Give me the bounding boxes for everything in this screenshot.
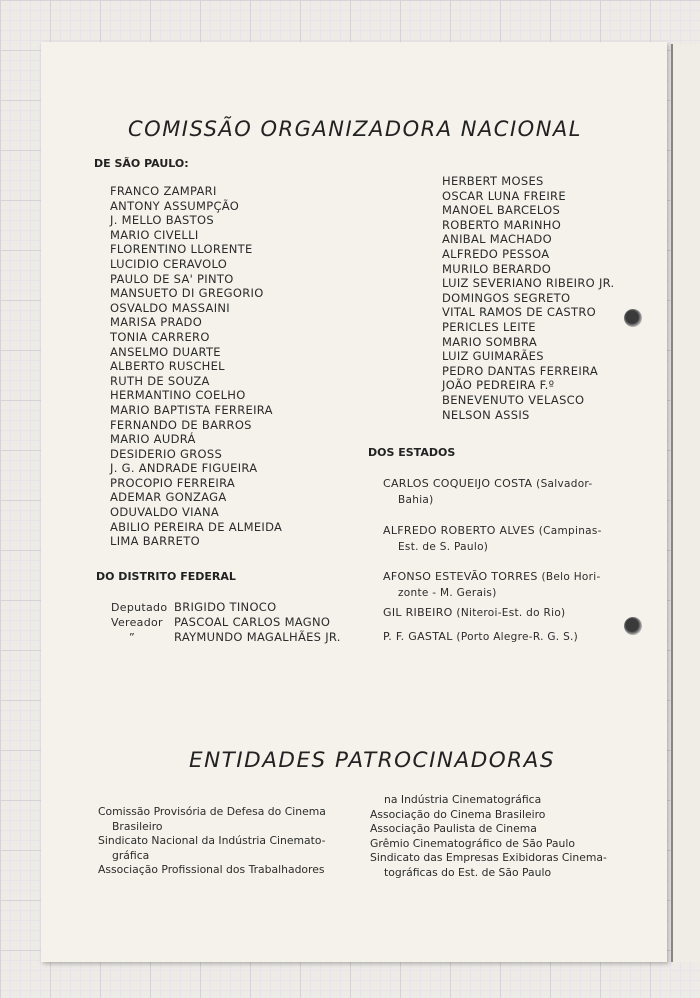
member-name: ABILIO PEREIRA DE ALMEIDA — [110, 519, 283, 534]
member-name: NELSON ASSIS — [442, 407, 530, 422]
member-name: ANIBAL MACHADO — [442, 232, 552, 247]
member-name: FLORENTINO LLORENTE — [110, 242, 253, 257]
member-name: ANTONY ASSUMPÇÃO — [110, 198, 240, 213]
member-name: JOÃO PEDREIRA F.º — [442, 378, 555, 393]
member-name: ADEMAR GONZAGA — [110, 490, 227, 505]
sao-paulo-members — [110, 184, 282, 549]
adjacent-page-edge — [671, 44, 700, 962]
member-name: MARIO CIVELLI — [110, 227, 199, 242]
member-name: MURILO BERARDO — [442, 261, 552, 276]
member-name: LUIZ SEVERIANO RIBEIRO JR. — [442, 276, 615, 291]
member-name: LIMA BARRETO — [110, 534, 200, 549]
member-name: PAULO DE SA' PINTO — [110, 271, 234, 286]
df-entry: ” RAYMUNDO MAGALHÃES JR. — [129, 630, 341, 644]
member-name: ALFREDO PESSOA — [442, 246, 550, 261]
member-name: VITAL RAMOS DE CASTRO — [442, 305, 596, 320]
member-name: FERNANDO DE BARROS — [110, 417, 252, 432]
member-name: OSCAR LUNA FREIRE — [442, 188, 566, 203]
entidade-entry: Associação Profissional dos Trabalhadores — [98, 863, 325, 876]
member-name: TONIA CARRERO — [110, 329, 210, 344]
member-name: FRANCO ZAMPARI — [110, 184, 217, 198]
member-name: MARIO SOMBRA — [442, 334, 538, 349]
member-name: HERMANTINO COELHO — [110, 388, 246, 403]
page-title: COMISSÃO ORGANIZADORA NACIONAL — [128, 117, 582, 141]
punch-hole-bottom — [624, 617, 642, 635]
entidade-entry: Sindicato Nacional da Indústria Cinemato- gráfica — [98, 834, 326, 862]
member-name: PEDRO DANTAS FERREIRA — [442, 363, 599, 378]
member-name: HERBERT MOSES — [442, 174, 544, 188]
member-name: MANSUETO DI GREGORIO — [110, 286, 264, 301]
member-name: MARISA PRADO — [110, 315, 203, 330]
entidades-title: ENTIDADES PATROCINADORAS — [189, 748, 555, 773]
entidade-entry: na Indústria Cinematográfica — [384, 793, 542, 806]
estado-entry: ALFREDO ROBERTO ALVES (Campinas- Est. de S. Paulo) — [383, 524, 602, 553]
member-name: MARIO AUDRÁ — [110, 432, 196, 447]
estado-entry: GIL RIBEIRO (Niteroi-Est. do Rio) — [383, 606, 566, 619]
punch-hole-top — [624, 309, 642, 327]
df-entry: Deputado BRIGIDO TINOCO — [111, 600, 277, 614]
member-name: ROBERTO MARINHO — [442, 217, 562, 232]
rio-members — [442, 174, 615, 422]
member-name: PROCOPIO FERREIRA — [110, 475, 236, 490]
member-name: ALBERTO RUSCHEL — [110, 359, 225, 374]
distrito-federal-label: DO DISTRITO FEDERAL — [96, 570, 236, 583]
estado-entry: P. F. GASTAL (Porto Alegre-R. G. S.) — [383, 630, 579, 643]
member-name: RUTH DE SOUZA — [110, 373, 210, 388]
member-name: ANSELMO DUARTE — [110, 344, 221, 359]
member-name: MARIO BAPTISTA FERREIRA — [110, 402, 273, 417]
entidade-entry: Grêmio Cinematográfico de São Paulo — [370, 837, 575, 850]
member-name: LUIZ GUIMARÃES — [442, 349, 544, 364]
entidade-entry: Associação Paulista de Cinema — [370, 822, 537, 835]
member-name: OSVALDO MASSAINI — [110, 300, 230, 315]
estado-entry: AFONSO ESTEVÃO TORRES (Belo Hori- zonte - M. Gerais) — [383, 570, 601, 599]
member-name: J. MELLO BASTOS — [110, 213, 214, 228]
entidade-entry: Associação do Cinema Brasileiro — [370, 808, 546, 821]
member-name: LUCIDIO CERAVOLO — [110, 256, 228, 271]
df-entry: Vereador PASCOAL CARLOS MAGNO — [111, 615, 331, 629]
member-name: BENEVENUTO VELASCO — [442, 392, 585, 407]
member-name: MANOEL BARCELOS — [442, 203, 561, 218]
sao-paulo-label: DE SÃO PAULO: — [94, 157, 189, 170]
member-name: DOMINGOS SEGRETO — [442, 290, 571, 305]
member-name: ODUVALDO VIANA — [110, 505, 220, 520]
entidade-entry: Sindicato das Empresas Exibidoras Cinema- tográficas do Est. de São Paulo — [370, 851, 607, 879]
estado-entry: CARLOS COQUEIJO COSTA (Salvador- Bahia) — [383, 477, 593, 506]
entidade-entry: Comissão Provisória de Defesa do Cinema Brasileiro — [98, 805, 326, 833]
estados-label: DOS ESTADOS — [368, 446, 456, 459]
member-name: J. G. ANDRADE FIGUEIRA — [110, 461, 258, 476]
member-name: PERICLES LEITE — [442, 319, 536, 334]
member-name: DESIDERIO GROSS — [110, 446, 223, 461]
